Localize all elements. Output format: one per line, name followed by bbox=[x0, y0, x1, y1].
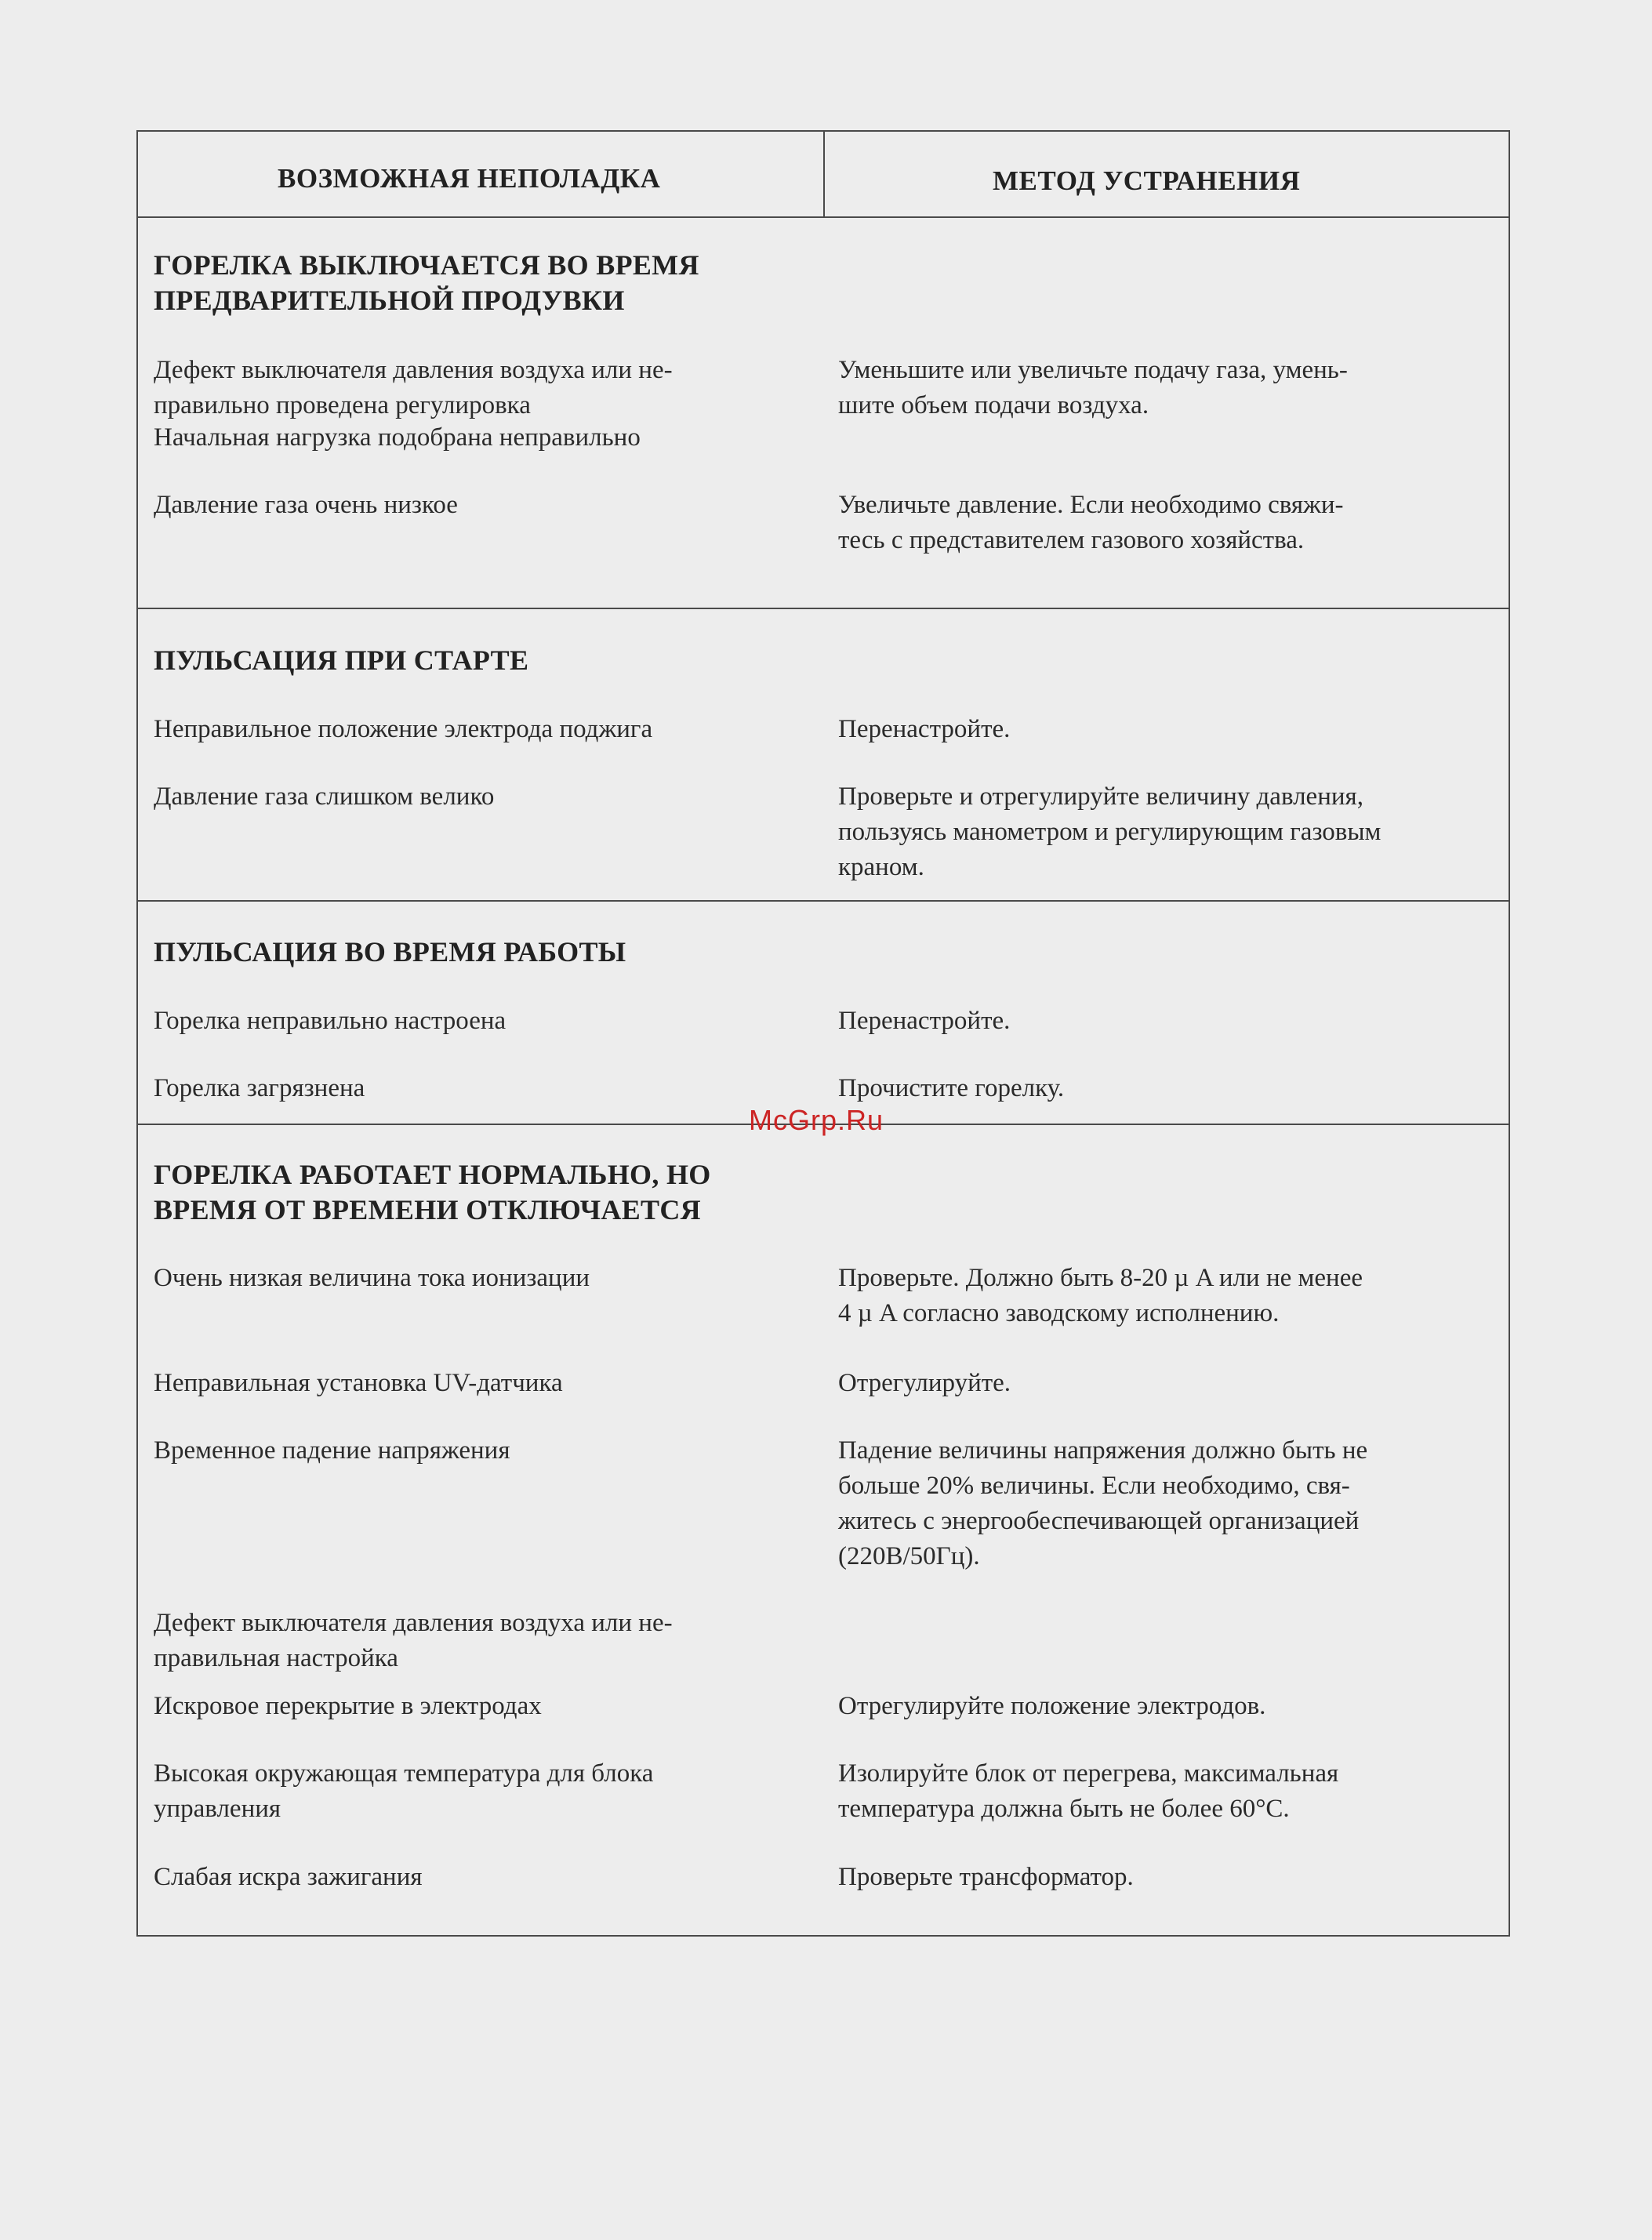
problem-column-header: ВОЗМОЖНАЯ НЕПОЛАДКА bbox=[278, 163, 661, 194]
solution-text: Увеличьте давление. Если необходимо свяжи- тесь с представителем газового хозяйства. bbox=[838, 491, 1344, 554]
section-title: ГОРЕЛКА РАБОТАЕТ НОРМАЛЬНО, НО ВРЕМЯ ОТ ВРЕМЕНИ ОТКЛЮЧАЕТСЯ bbox=[154, 1159, 711, 1225]
problem-text: Дефект выключателя давления воздуха или не- правильно проведена регулировка bbox=[154, 356, 673, 419]
watermark: McGrp.Ru bbox=[749, 1104, 884, 1136]
solution-text: Отрегулируйте положение электродов. bbox=[838, 1692, 1266, 1720]
solution-text: Перенастройте. bbox=[838, 1007, 1011, 1035]
solution-text: Отрегулируйте. bbox=[838, 1369, 1011, 1397]
section-title: ГОРЕЛКА ВЫКЛЮЧАЕТСЯ ВО ВРЕМЯ ПРЕДВАРИТЕЛЬНОЙ ПРОДУВКИ bbox=[154, 249, 699, 316]
solution-text: Падение величины напряжения должно быть не больше 20% величины. Если необходимо, свя- житесь с энергообеспечивающей организацией (220В/50Гц). bbox=[838, 1436, 1368, 1570]
problem-text: Очень низкая величина тока ионизации bbox=[154, 1264, 590, 1292]
solution-text: Уменьшите или увеличьте подачу газа, умень- шите объем подачи воздуха. bbox=[838, 356, 1348, 419]
section-divider bbox=[138, 900, 1509, 902]
solution-text: Перенастройте. bbox=[838, 715, 1011, 743]
problem-text: Слабая искра зажигания bbox=[154, 1863, 423, 1891]
section-title: ПУЛЬСАЦИЯ ПРИ СТАРТЕ bbox=[154, 644, 529, 676]
problem-text: Давление газа очень низкое bbox=[154, 491, 458, 519]
solution-text: Изолируйте блок от перегрева, максимальная температура должна быть не более 60°С. bbox=[838, 1759, 1339, 1823]
section-title: ПУЛЬСАЦИЯ ВО ВРЕМЯ РАБОТЫ bbox=[154, 936, 626, 968]
problem-text: Дефект выключателя давления воздуха или не- правильная настройка bbox=[154, 1609, 673, 1672]
problem-text: Высокая окружающая температура для блока управления bbox=[154, 1759, 654, 1823]
problem-text: Искровое перекрытие в электродах bbox=[154, 1692, 542, 1720]
header-column-divider bbox=[823, 132, 825, 216]
solution-text: Проверьте. Должно быть 8-20 µ A или не менее 4 µ A согласно заводскому исполнению. bbox=[838, 1264, 1363, 1327]
solution-text: Проверьте трансформатор. bbox=[838, 1863, 1134, 1891]
solution-text: Проверьте и отрегулируйте величину давления, пользуясь манометром и регулирующим газовым краном. bbox=[838, 782, 1382, 881]
section-divider bbox=[138, 608, 1509, 609]
header-divider bbox=[138, 216, 1509, 218]
problem-text: Горелка неправильно настроена bbox=[154, 1007, 506, 1035]
problem-text: Неправильная установка UV-датчика bbox=[154, 1369, 563, 1397]
problem-text: Временное падение напряжения bbox=[154, 1436, 510, 1465]
solution-column-header: МЕТОД УСТРАНЕНИЯ bbox=[993, 165, 1301, 196]
problem-text: Давление газа слишком велико bbox=[154, 782, 495, 811]
solution-text: Прочистите горелку. bbox=[838, 1074, 1065, 1102]
troubleshooting-table bbox=[136, 130, 1510, 1937]
problem-text: Неправильное положение электрода поджига bbox=[154, 715, 653, 743]
problem-text: Горелка загрязнена bbox=[154, 1074, 365, 1102]
problem-text: Начальная нагрузка подобрана неправильно bbox=[154, 423, 641, 452]
